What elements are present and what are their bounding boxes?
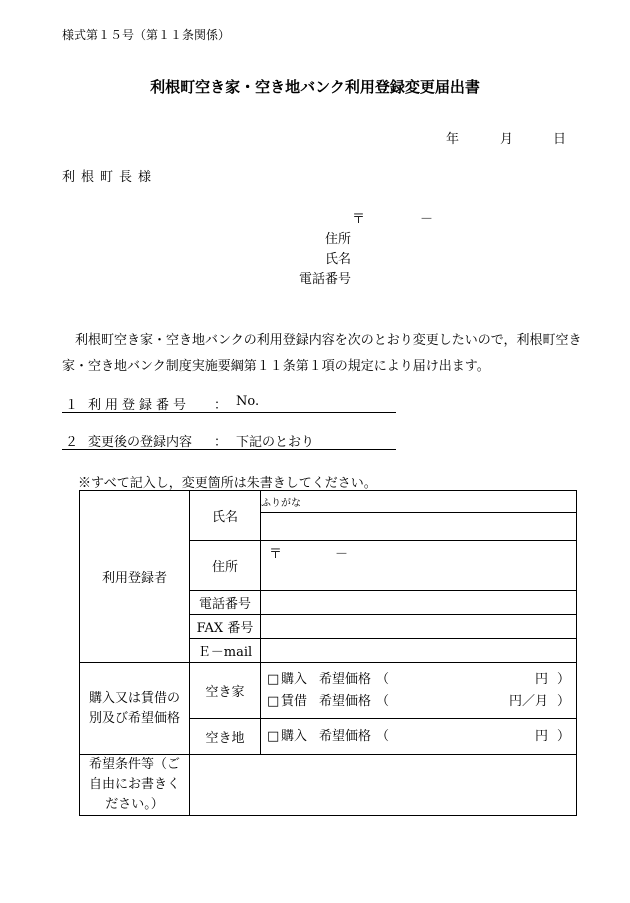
item-number: ２ [65, 435, 79, 450]
purchase-type-label: 購入又は賃借の別及び希望価格 [80, 663, 190, 755]
vacant-house-label: 空き家 [190, 663, 261, 719]
address-field[interactable] [261, 541, 577, 591]
item-colon: ： [214, 398, 228, 413]
body-text: 利根町空き家・空き地バンクの利用登録内容を次のとおり変更したいので，利根町空き家・空き地バンク制度実施要綱第１１条第１項の規定により届け出ます。 [62, 333, 582, 374]
addressee: 利根町長様 [62, 170, 158, 185]
price-label: 希望価格 [319, 671, 372, 687]
yen-unit: 円 [535, 728, 549, 744]
conditions-field[interactable] [190, 755, 577, 816]
house-buy-option[interactable] [261, 669, 576, 691]
open-paren: （ [376, 728, 390, 744]
rent-label: 賃借 [281, 693, 308, 709]
close-paren: ） [557, 693, 571, 709]
date-year: 年 [446, 132, 460, 147]
sender-address-label: 住所 [324, 232, 351, 247]
item-registration-number [62, 394, 396, 413]
item-colon: ： [214, 435, 228, 450]
close-paren: ） [557, 671, 571, 687]
item-value: No. [236, 394, 260, 409]
item-new-content [62, 431, 396, 450]
name-label: 氏名 [190, 491, 261, 541]
item-label: 変更後の登録内容 [88, 435, 193, 450]
yen-per-month-unit: 円／月 [509, 693, 549, 709]
item-number: １ [65, 398, 79, 413]
address-label: 住所 [190, 541, 261, 591]
date-day: 日 [553, 132, 567, 147]
sender-name-label: 氏名 [324, 252, 351, 267]
document-title: 利根町空き家・空き地バンク利用登録変更届出書 [150, 78, 480, 96]
date-month: 月 [500, 132, 514, 147]
price-label: 希望価格 [319, 693, 372, 709]
item-label: 利用登録番号 [88, 398, 191, 413]
open-paren: （ [376, 671, 390, 687]
open-paren: （ [376, 693, 390, 709]
name-field[interactable] [261, 513, 577, 541]
email-field[interactable] [261, 639, 577, 663]
registration-table [79, 490, 577, 816]
phone-label: 電話番号 [190, 591, 261, 615]
furigana-label: ふりがな [261, 498, 301, 509]
sender-postal-mark: 〒 [352, 212, 366, 227]
land-buy-option[interactable] [261, 726, 576, 748]
vacant-land-label: 空き地 [190, 719, 261, 755]
close-paren: ） [557, 728, 571, 744]
sender-phone-label: 電話番号 [298, 272, 351, 287]
item-value: 下記のとおり [236, 435, 315, 450]
fax-label: FAX 番号 [190, 615, 261, 639]
registrant-label: 利用登録者 [80, 491, 190, 663]
buy-label: 購入 [281, 671, 308, 687]
form-number: 様式第１５号（第１１条関係） [62, 28, 231, 42]
furigana-field[interactable] [261, 491, 577, 513]
fax-field[interactable] [261, 615, 577, 639]
yen-unit: 円 [535, 671, 549, 687]
checkbox[interactable]: □ [267, 728, 280, 744]
buy-label: 購入 [281, 728, 308, 744]
table-postal-mark: 〒 [269, 547, 283, 562]
house-rent-option[interactable] [261, 691, 576, 713]
price-label: 希望価格 [319, 728, 372, 744]
instruction-note: ※すべて記入し，変更箇所は朱書きしてください。 [78, 476, 377, 491]
checkbox[interactable]: □ [267, 693, 280, 709]
sender-postal-dash: － [420, 212, 434, 227]
vacant-land-options [261, 719, 577, 755]
vacant-house-options [261, 663, 577, 719]
table-postal-dash: － [335, 547, 349, 562]
email-label: Ｅ－mail [190, 639, 261, 663]
conditions-label: 希望条件等（ご自由にお書きください。） [80, 755, 190, 816]
phone-field[interactable] [261, 591, 577, 615]
checkbox[interactable]: □ [267, 671, 280, 687]
